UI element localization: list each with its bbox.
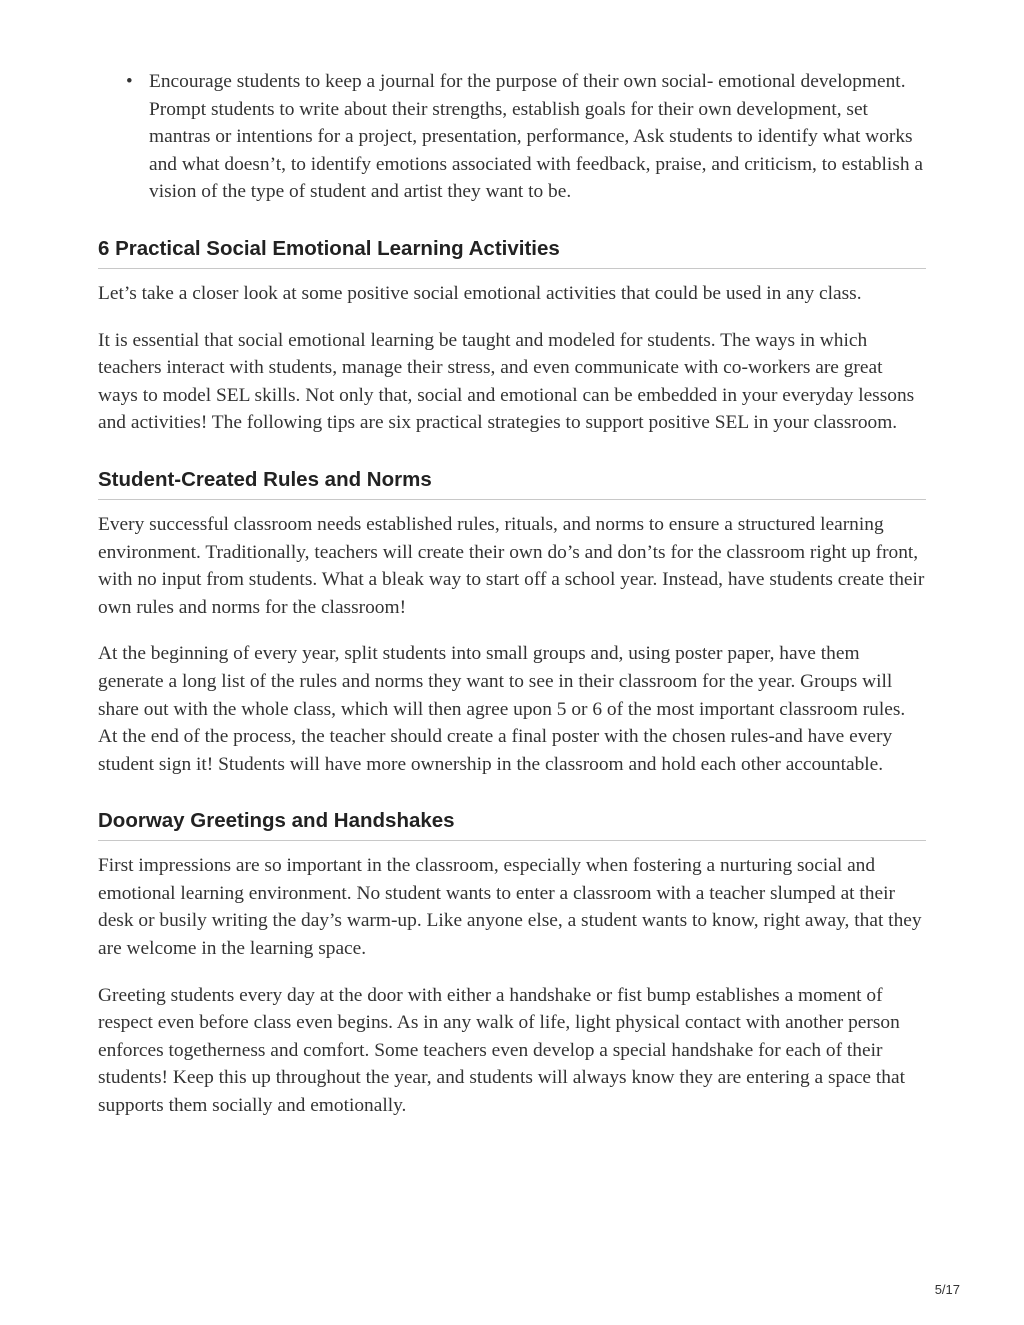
section-heading: 6 Practical Social Emotional Learning Activities [98, 235, 926, 269]
paragraph: Every successful classroom needs established rules, rituals, and norms to ensure a structured learning environment. Traditionally, teachers will create their own do’s and don’ts for the classroom right up front, with no input from students. What a bleak way to start off a school year. Instead, have students create their own rules and norms for the classroom! [98, 513, 925, 618]
section-heading: Student-Created Rules and Norms [98, 466, 926, 500]
list-item [98, 68, 926, 206]
section-heading: Doorway Greetings and Handshakes [98, 807, 926, 841]
paragraph: Let’s take a closer look at some positive social emotional activities that could be used in any class. [98, 282, 862, 304]
section-practical-activities [98, 235, 926, 437]
page-number: 5/17 [934, 1282, 960, 1297]
section-student-created-rules [98, 466, 926, 778]
section-doorway-greetings [98, 807, 926, 1119]
paragraph: First impressions are so important in the classroom, especially when fostering a nurturing social and emotional learning environment. No student wants to enter a classroom with a teacher slumped at their desk or busily writing the day’s warm-up. Like anyone else, a student wants to know, right away, that they are welcome in the learning space. [98, 855, 922, 960]
paragraph: At the beginning of every year, split students into small groups and, using poster paper, have them generate a long list of the rules and norms they want to see in their classroom for the year. Groups will share out with the whole class, which will then agree upon 5 or 6 of the most important classroom rules. At the end of the process, the teacher should create a final poster with the chosen rules-and have every student sign it! Students will have more ownership in the classroom and hold each other accountable. [98, 643, 906, 775]
bullet-text: Encourage students to keep a journal for the purpose of their own social- emotional development. Prompt students to write about their strengths, establish goals for their own development, set mantras or intentions for a project, presentation, performance, Ask students to identify what works and what doesn’t, to identify emotions associated with feedback, praise, and criticism, to establish a vision of the type of student and artist they want to be. [149, 71, 923, 203]
bullet-icon: • [126, 71, 133, 92]
paragraph: Greeting students every day at the door with either a handshake or fist bump establishes a moment of respect even before class even begins. As in any walk of life, light physical contact with another person enforces togetherness and comfort. Some teachers even develop a special handshake for each of their students! Keep this up throughout the year, and students will always know they are entering a space that supports them socially and emotionally. [98, 984, 905, 1117]
bullet-list [98, 68, 926, 206]
paragraph: It is essential that social emotional learning be taught and modeled for students. The ways in which teachers interact with students, manage their stress, and even communicate with co-workers are great ways to model SEL skills. Not only that, social and emotional can be embedded in your everyday lessons and activities! The following tips are six practical strategies to support positive SEL in your classroom. [98, 329, 915, 434]
document-body [98, 68, 926, 1120]
